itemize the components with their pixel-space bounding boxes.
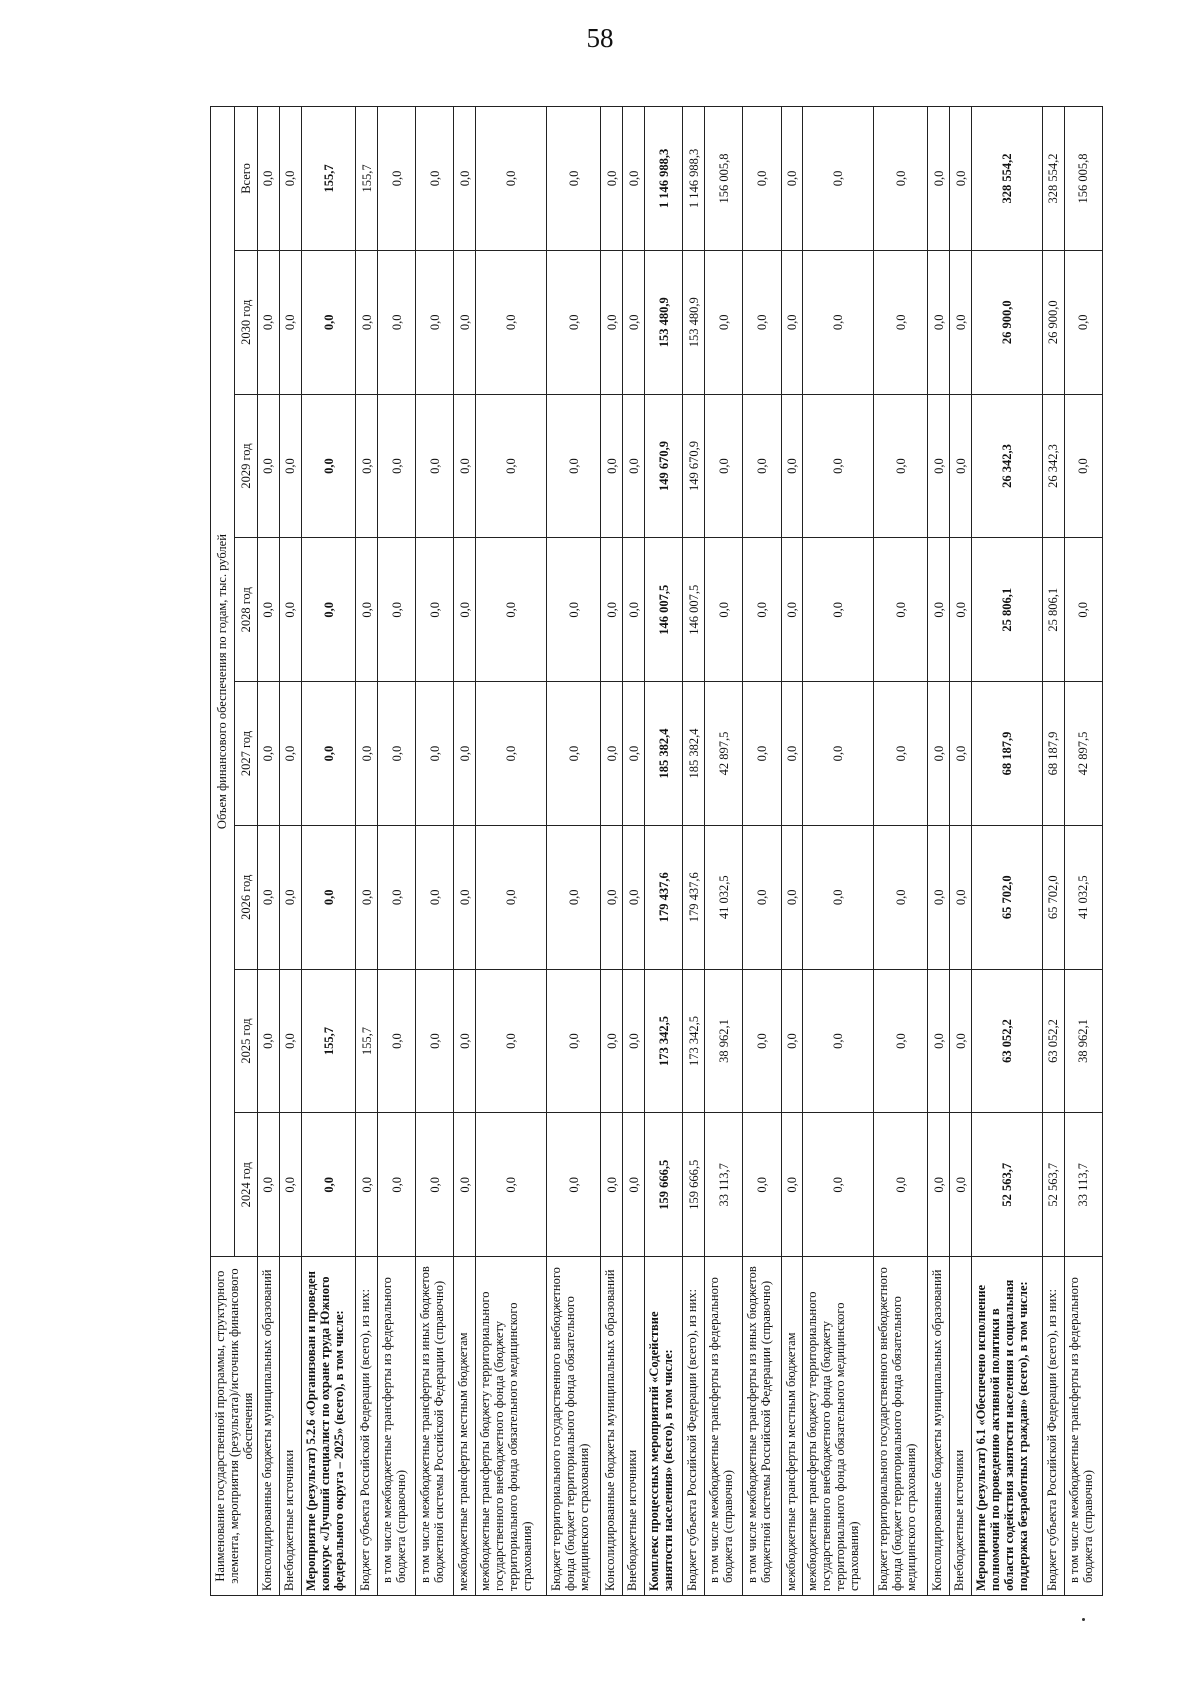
value-cell: 0,0 xyxy=(873,682,927,826)
value-cell: 185 382,4 xyxy=(645,682,683,826)
value-cell: 159 666,5 xyxy=(645,1113,683,1257)
year-header: 2026 год xyxy=(234,825,258,969)
value-cell: 0,0 xyxy=(623,682,645,826)
row-label: межбюджетные трансферты бюджету территориального государственного внебюджетного фонда (бюджету территориального фонда обязательного медицинского страхования) xyxy=(803,1257,874,1596)
value-cell: 159 666,5 xyxy=(683,1113,705,1257)
value-cell: 33 113,7 xyxy=(705,1113,743,1257)
value-cell: 0,0 xyxy=(873,825,927,969)
table-row xyxy=(950,107,972,1596)
value-cell: 155,7 xyxy=(356,107,378,251)
value-cell: 0,0 xyxy=(454,107,476,251)
value-cell: 0,0 xyxy=(950,1113,972,1257)
value-cell: 155,7 xyxy=(301,969,355,1113)
year-header: 2029 год xyxy=(234,394,258,538)
value-cell: 0,0 xyxy=(743,250,781,394)
group-header: Объем финансового обеспечения по годам, тыс. рублей xyxy=(211,107,235,1257)
value-cell: 0,0 xyxy=(623,969,645,1113)
financing-table xyxy=(210,106,1103,1596)
value-cell: 68 187,9 xyxy=(972,682,1043,826)
value-cell: 0,0 xyxy=(623,107,645,251)
value-cell: 0,0 xyxy=(258,394,280,538)
value-cell: 179 437,6 xyxy=(645,825,683,969)
row-label: Консолидированные бюджеты муниципальных образований xyxy=(258,1257,280,1596)
value-cell: 0,0 xyxy=(950,538,972,682)
value-cell: 0,0 xyxy=(378,969,416,1113)
value-cell: 0,0 xyxy=(743,682,781,826)
table-row xyxy=(705,107,743,1596)
year-header: 2024 год xyxy=(234,1113,258,1257)
value-cell: 0,0 xyxy=(1064,250,1102,394)
row-label: Консолидированные бюджеты муниципальных образований xyxy=(601,1257,623,1596)
value-cell: 0,0 xyxy=(301,250,355,394)
value-cell: 42 897,5 xyxy=(1064,682,1102,826)
value-cell: 149 670,9 xyxy=(645,394,683,538)
value-cell: 0,0 xyxy=(356,825,378,969)
value-cell: 0,0 xyxy=(258,250,280,394)
value-cell: 0,0 xyxy=(950,682,972,826)
value-cell: 0,0 xyxy=(873,969,927,1113)
row-label: в том числе межбюджетные трансферты из иных бюджетов бюджетной системы Российской Федерации (справочно) xyxy=(743,1257,781,1596)
value-cell: 0,0 xyxy=(928,107,950,251)
value-cell: 0,0 xyxy=(743,1113,781,1257)
value-cell: 0,0 xyxy=(279,825,301,969)
value-cell: 0,0 xyxy=(781,969,803,1113)
value-cell: 0,0 xyxy=(950,825,972,969)
value-cell: 0,0 xyxy=(546,107,600,251)
row-label: межбюджетные трансферты местным бюджетам xyxy=(454,1257,476,1596)
table-row xyxy=(601,107,623,1596)
value-cell: 0,0 xyxy=(928,682,950,826)
value-cell: 26 342,3 xyxy=(1042,394,1064,538)
value-cell: 0,0 xyxy=(546,825,600,969)
table-row xyxy=(546,107,600,1596)
scan-speck xyxy=(1082,1618,1085,1621)
value-cell: 328 554,2 xyxy=(972,107,1043,251)
value-cell: 65 702,0 xyxy=(1042,825,1064,969)
value-cell: 0,0 xyxy=(601,250,623,394)
value-cell: 0,0 xyxy=(928,1113,950,1257)
row-label: Бюджет территориального государственного внебюджетного фонда (бюджет территориального фонда обязательного медицинского страхования) xyxy=(873,1257,927,1596)
value-cell: 33 113,7 xyxy=(1064,1113,1102,1257)
value-cell: 0,0 xyxy=(378,538,416,682)
value-cell: 0,0 xyxy=(803,394,874,538)
value-cell: 0,0 xyxy=(546,250,600,394)
year-header: 2025 год xyxy=(234,969,258,1113)
value-cell: 0,0 xyxy=(356,682,378,826)
table-row xyxy=(301,107,355,1596)
value-cell: 0,0 xyxy=(416,250,454,394)
value-cell: 0,0 xyxy=(803,107,874,251)
value-cell: 0,0 xyxy=(476,682,547,826)
value-cell: 153 480,9 xyxy=(645,250,683,394)
value-cell: 146 007,5 xyxy=(645,538,683,682)
value-cell: 179 437,6 xyxy=(683,825,705,969)
value-cell: 0,0 xyxy=(781,394,803,538)
table-row xyxy=(803,107,874,1596)
row-label: Мероприятие (результат) 6.1 «Обеспечено исполнение полномочий по проведению активной политики в области содействия занятости населения и социальная поддержка безработных граждан» (всего), в том числе: xyxy=(972,1257,1043,1596)
value-cell: 0,0 xyxy=(546,394,600,538)
table-row xyxy=(743,107,781,1596)
value-cell: 0,0 xyxy=(1064,394,1102,538)
value-cell: 0,0 xyxy=(476,107,547,251)
value-cell: 0,0 xyxy=(416,107,454,251)
value-cell: 0,0 xyxy=(279,250,301,394)
value-cell: 0,0 xyxy=(301,538,355,682)
value-cell: 0,0 xyxy=(416,682,454,826)
value-cell: 0,0 xyxy=(258,825,280,969)
year-header: Всего xyxy=(234,107,258,251)
value-cell: 0,0 xyxy=(623,1113,645,1257)
value-cell: 0,0 xyxy=(546,969,600,1113)
value-cell: 0,0 xyxy=(873,107,927,251)
table-row xyxy=(972,107,1043,1596)
table-row xyxy=(258,107,280,1596)
value-cell: 0,0 xyxy=(378,682,416,826)
page-number: 58 xyxy=(586,23,614,53)
value-cell: 0,0 xyxy=(950,969,972,1113)
value-cell: 0,0 xyxy=(454,825,476,969)
value-cell: 0,0 xyxy=(454,394,476,538)
value-cell: 153 480,9 xyxy=(683,250,705,394)
value-cell: 0,0 xyxy=(928,969,950,1113)
value-cell: 0,0 xyxy=(378,825,416,969)
value-cell: 0,0 xyxy=(476,1113,547,1257)
value-cell: 0,0 xyxy=(258,107,280,251)
value-cell: 0,0 xyxy=(873,1113,927,1257)
value-cell: 0,0 xyxy=(928,825,950,969)
row-label: в том числе межбюджетные трансферты из федерального бюджета (справочно) xyxy=(378,1257,416,1596)
table-row xyxy=(416,107,454,1596)
row-label: Внебюджетные источники xyxy=(279,1257,301,1596)
value-cell: 0,0 xyxy=(546,682,600,826)
value-cell: 0,0 xyxy=(301,1113,355,1257)
value-cell: 156 005,8 xyxy=(1064,107,1102,251)
value-cell: 0,0 xyxy=(258,969,280,1113)
value-cell: 173 342,5 xyxy=(645,969,683,1113)
value-cell: 0,0 xyxy=(279,107,301,251)
value-cell: 0,0 xyxy=(378,1113,416,1257)
value-cell: 0,0 xyxy=(546,1113,600,1257)
value-cell: 0,0 xyxy=(1064,538,1102,682)
value-cell: 52 563,7 xyxy=(972,1113,1043,1257)
value-cell: 0,0 xyxy=(623,394,645,538)
value-cell: 68 187,9 xyxy=(1042,682,1064,826)
value-cell: 0,0 xyxy=(279,969,301,1113)
value-cell: 26 900,0 xyxy=(972,250,1043,394)
table-row xyxy=(928,107,950,1596)
value-cell: 0,0 xyxy=(928,250,950,394)
value-cell: 0,0 xyxy=(781,682,803,826)
value-cell: 0,0 xyxy=(781,250,803,394)
row-label: в том числе межбюджетные трансферты из федерального бюджета (справочно) xyxy=(705,1257,743,1596)
value-cell: 0,0 xyxy=(601,1113,623,1257)
value-cell: 0,0 xyxy=(258,538,280,682)
value-cell: 0,0 xyxy=(928,538,950,682)
value-cell: 0,0 xyxy=(623,538,645,682)
value-cell: 0,0 xyxy=(301,682,355,826)
row-label: Мероприятие (результат) 5.2.6 «Организован и проведен конкурс «Лучший специалист по охране труда Южного федерального округа – 2025» (всего), в том числе: xyxy=(301,1257,355,1596)
value-cell: 25 806,1 xyxy=(1042,538,1064,682)
value-cell: 155,7 xyxy=(301,107,355,251)
value-cell: 0,0 xyxy=(601,538,623,682)
value-cell: 0,0 xyxy=(743,969,781,1113)
value-cell: 0,0 xyxy=(454,682,476,826)
value-cell: 0,0 xyxy=(781,1113,803,1257)
value-cell: 0,0 xyxy=(781,538,803,682)
value-cell: 63 052,2 xyxy=(972,969,1043,1113)
value-cell: 0,0 xyxy=(416,969,454,1113)
table-row xyxy=(454,107,476,1596)
value-cell: 52 563,7 xyxy=(1042,1113,1064,1257)
year-header: 2027 год xyxy=(234,682,258,826)
value-cell: 0,0 xyxy=(705,250,743,394)
value-cell: 0,0 xyxy=(705,538,743,682)
value-cell: 0,0 xyxy=(476,969,547,1113)
value-cell: 0,0 xyxy=(803,825,874,969)
value-cell: 0,0 xyxy=(803,250,874,394)
value-cell: 0,0 xyxy=(301,394,355,538)
value-cell: 0,0 xyxy=(873,538,927,682)
value-cell: 149 670,9 xyxy=(683,394,705,538)
value-cell: 0,0 xyxy=(279,394,301,538)
value-cell: 0,0 xyxy=(356,394,378,538)
row-label: в том числе межбюджетные трансферты из федерального бюджета (справочно) xyxy=(1064,1257,1102,1596)
value-cell: 0,0 xyxy=(356,250,378,394)
value-cell: 0,0 xyxy=(743,825,781,969)
table-row xyxy=(1064,107,1102,1596)
value-cell: 0,0 xyxy=(743,538,781,682)
rotated-table-container xyxy=(210,106,1100,1596)
value-cell: 41 032,5 xyxy=(705,825,743,969)
row-label: Бюджет субъекта Российской Федерации (всего), из них: xyxy=(356,1257,378,1596)
value-cell: 0,0 xyxy=(476,394,547,538)
table-row xyxy=(1042,107,1064,1596)
value-cell: 0,0 xyxy=(279,1113,301,1257)
value-cell: 0,0 xyxy=(476,538,547,682)
value-cell: 42 897,5 xyxy=(705,682,743,826)
value-cell: 185 382,4 xyxy=(683,682,705,826)
value-cell: 0,0 xyxy=(803,682,874,826)
value-cell: 146 007,5 xyxy=(683,538,705,682)
value-cell: 0,0 xyxy=(416,1113,454,1257)
row-label: Внебюджетные источники xyxy=(950,1257,972,1596)
row-label: Бюджет субъекта Российской Федерации (всего), из них: xyxy=(1042,1257,1064,1596)
row-label: Комплекс процессных мероприятий «Содействие занятости населения» (всего), в том числе: xyxy=(645,1257,683,1596)
value-cell: 0,0 xyxy=(601,969,623,1113)
value-cell: 0,0 xyxy=(258,1113,280,1257)
table-header xyxy=(211,107,258,1596)
value-cell: 0,0 xyxy=(258,682,280,826)
table-row xyxy=(781,107,803,1596)
value-cell: 0,0 xyxy=(476,825,547,969)
value-cell: 328 554,2 xyxy=(1042,107,1064,251)
value-cell: 0,0 xyxy=(476,250,547,394)
row-label: в том числе межбюджетные трансферты из иных бюджетов бюджетной системы Российской Федерации (справочно) xyxy=(416,1257,454,1596)
row-label: Консолидированные бюджеты муниципальных образований xyxy=(928,1257,950,1596)
value-cell: 41 032,5 xyxy=(1064,825,1102,969)
value-cell: 0,0 xyxy=(705,394,743,538)
value-cell: 0,0 xyxy=(623,250,645,394)
year-header: 2030 год xyxy=(234,250,258,394)
value-cell: 63 052,2 xyxy=(1042,969,1064,1113)
row-label: межбюджетные трансферты местным бюджетам xyxy=(781,1257,803,1596)
table-row xyxy=(683,107,705,1596)
name-column-header: Наименование государственной программы, структурного элемента, мероприятия (результата)/источник финансового обеспечения xyxy=(211,1257,258,1596)
value-cell: 0,0 xyxy=(378,107,416,251)
table-row xyxy=(356,107,378,1596)
value-cell: 0,0 xyxy=(416,825,454,969)
value-cell: 0,0 xyxy=(803,1113,874,1257)
value-cell: 0,0 xyxy=(378,394,416,538)
value-cell: 0,0 xyxy=(416,394,454,538)
value-cell: 0,0 xyxy=(454,1113,476,1257)
value-cell: 173 342,5 xyxy=(683,969,705,1113)
table-row xyxy=(645,107,683,1596)
value-cell: 0,0 xyxy=(928,394,950,538)
value-cell: 1 146 988,3 xyxy=(683,107,705,251)
value-cell: 26 342,3 xyxy=(972,394,1043,538)
row-label: межбюджетные трансферты бюджету территориального государственного внебюджетного фонда (бюджету территориального фонда обязательного медицинского страхования) xyxy=(476,1257,547,1596)
table-row xyxy=(279,107,301,1596)
value-cell: 0,0 xyxy=(301,825,355,969)
value-cell: 0,0 xyxy=(601,107,623,251)
row-label: Бюджет субъекта Российской Федерации (всего), из них: xyxy=(683,1257,705,1596)
value-cell: 0,0 xyxy=(416,538,454,682)
value-cell: 0,0 xyxy=(950,250,972,394)
value-cell: 156 005,8 xyxy=(705,107,743,251)
value-cell: 0,0 xyxy=(950,394,972,538)
value-cell: 155,7 xyxy=(356,969,378,1113)
value-cell: 0,0 xyxy=(601,825,623,969)
value-cell: 0,0 xyxy=(623,825,645,969)
value-cell: 0,0 xyxy=(601,682,623,826)
table-row xyxy=(873,107,927,1596)
value-cell: 0,0 xyxy=(279,538,301,682)
value-cell: 0,0 xyxy=(279,682,301,826)
value-cell: 0,0 xyxy=(356,1113,378,1257)
value-cell: 38 962,1 xyxy=(1064,969,1102,1113)
value-cell: 0,0 xyxy=(803,538,874,682)
value-cell: 0,0 xyxy=(743,107,781,251)
value-cell: 0,0 xyxy=(546,538,600,682)
value-cell: 0,0 xyxy=(454,969,476,1113)
row-label: Внебюджетные источники xyxy=(623,1257,645,1596)
table-row xyxy=(623,107,645,1596)
value-cell: 0,0 xyxy=(378,250,416,394)
value-cell: 25 806,1 xyxy=(972,538,1043,682)
value-cell: 0,0 xyxy=(781,107,803,251)
value-cell: 0,0 xyxy=(803,969,874,1113)
value-cell: 38 962,1 xyxy=(705,969,743,1113)
table-row xyxy=(476,107,547,1596)
value-cell: 0,0 xyxy=(601,394,623,538)
row-label: Бюджет территориального государственного внебюджетного фонда (бюджет территориального фонда обязательного медицинского страхования) xyxy=(546,1257,600,1596)
value-cell: 0,0 xyxy=(356,538,378,682)
value-cell: 26 900,0 xyxy=(1042,250,1064,394)
value-cell: 0,0 xyxy=(873,394,927,538)
value-cell: 0,0 xyxy=(454,250,476,394)
value-cell: 1 146 988,3 xyxy=(645,107,683,251)
value-cell: 0,0 xyxy=(743,394,781,538)
table-row xyxy=(378,107,416,1596)
table-body xyxy=(258,107,1103,1596)
value-cell: 0,0 xyxy=(781,825,803,969)
year-header: 2028 год xyxy=(234,538,258,682)
value-cell: 0,0 xyxy=(873,250,927,394)
value-cell: 0,0 xyxy=(454,538,476,682)
value-cell: 0,0 xyxy=(950,107,972,251)
value-cell: 65 702,0 xyxy=(972,825,1043,969)
